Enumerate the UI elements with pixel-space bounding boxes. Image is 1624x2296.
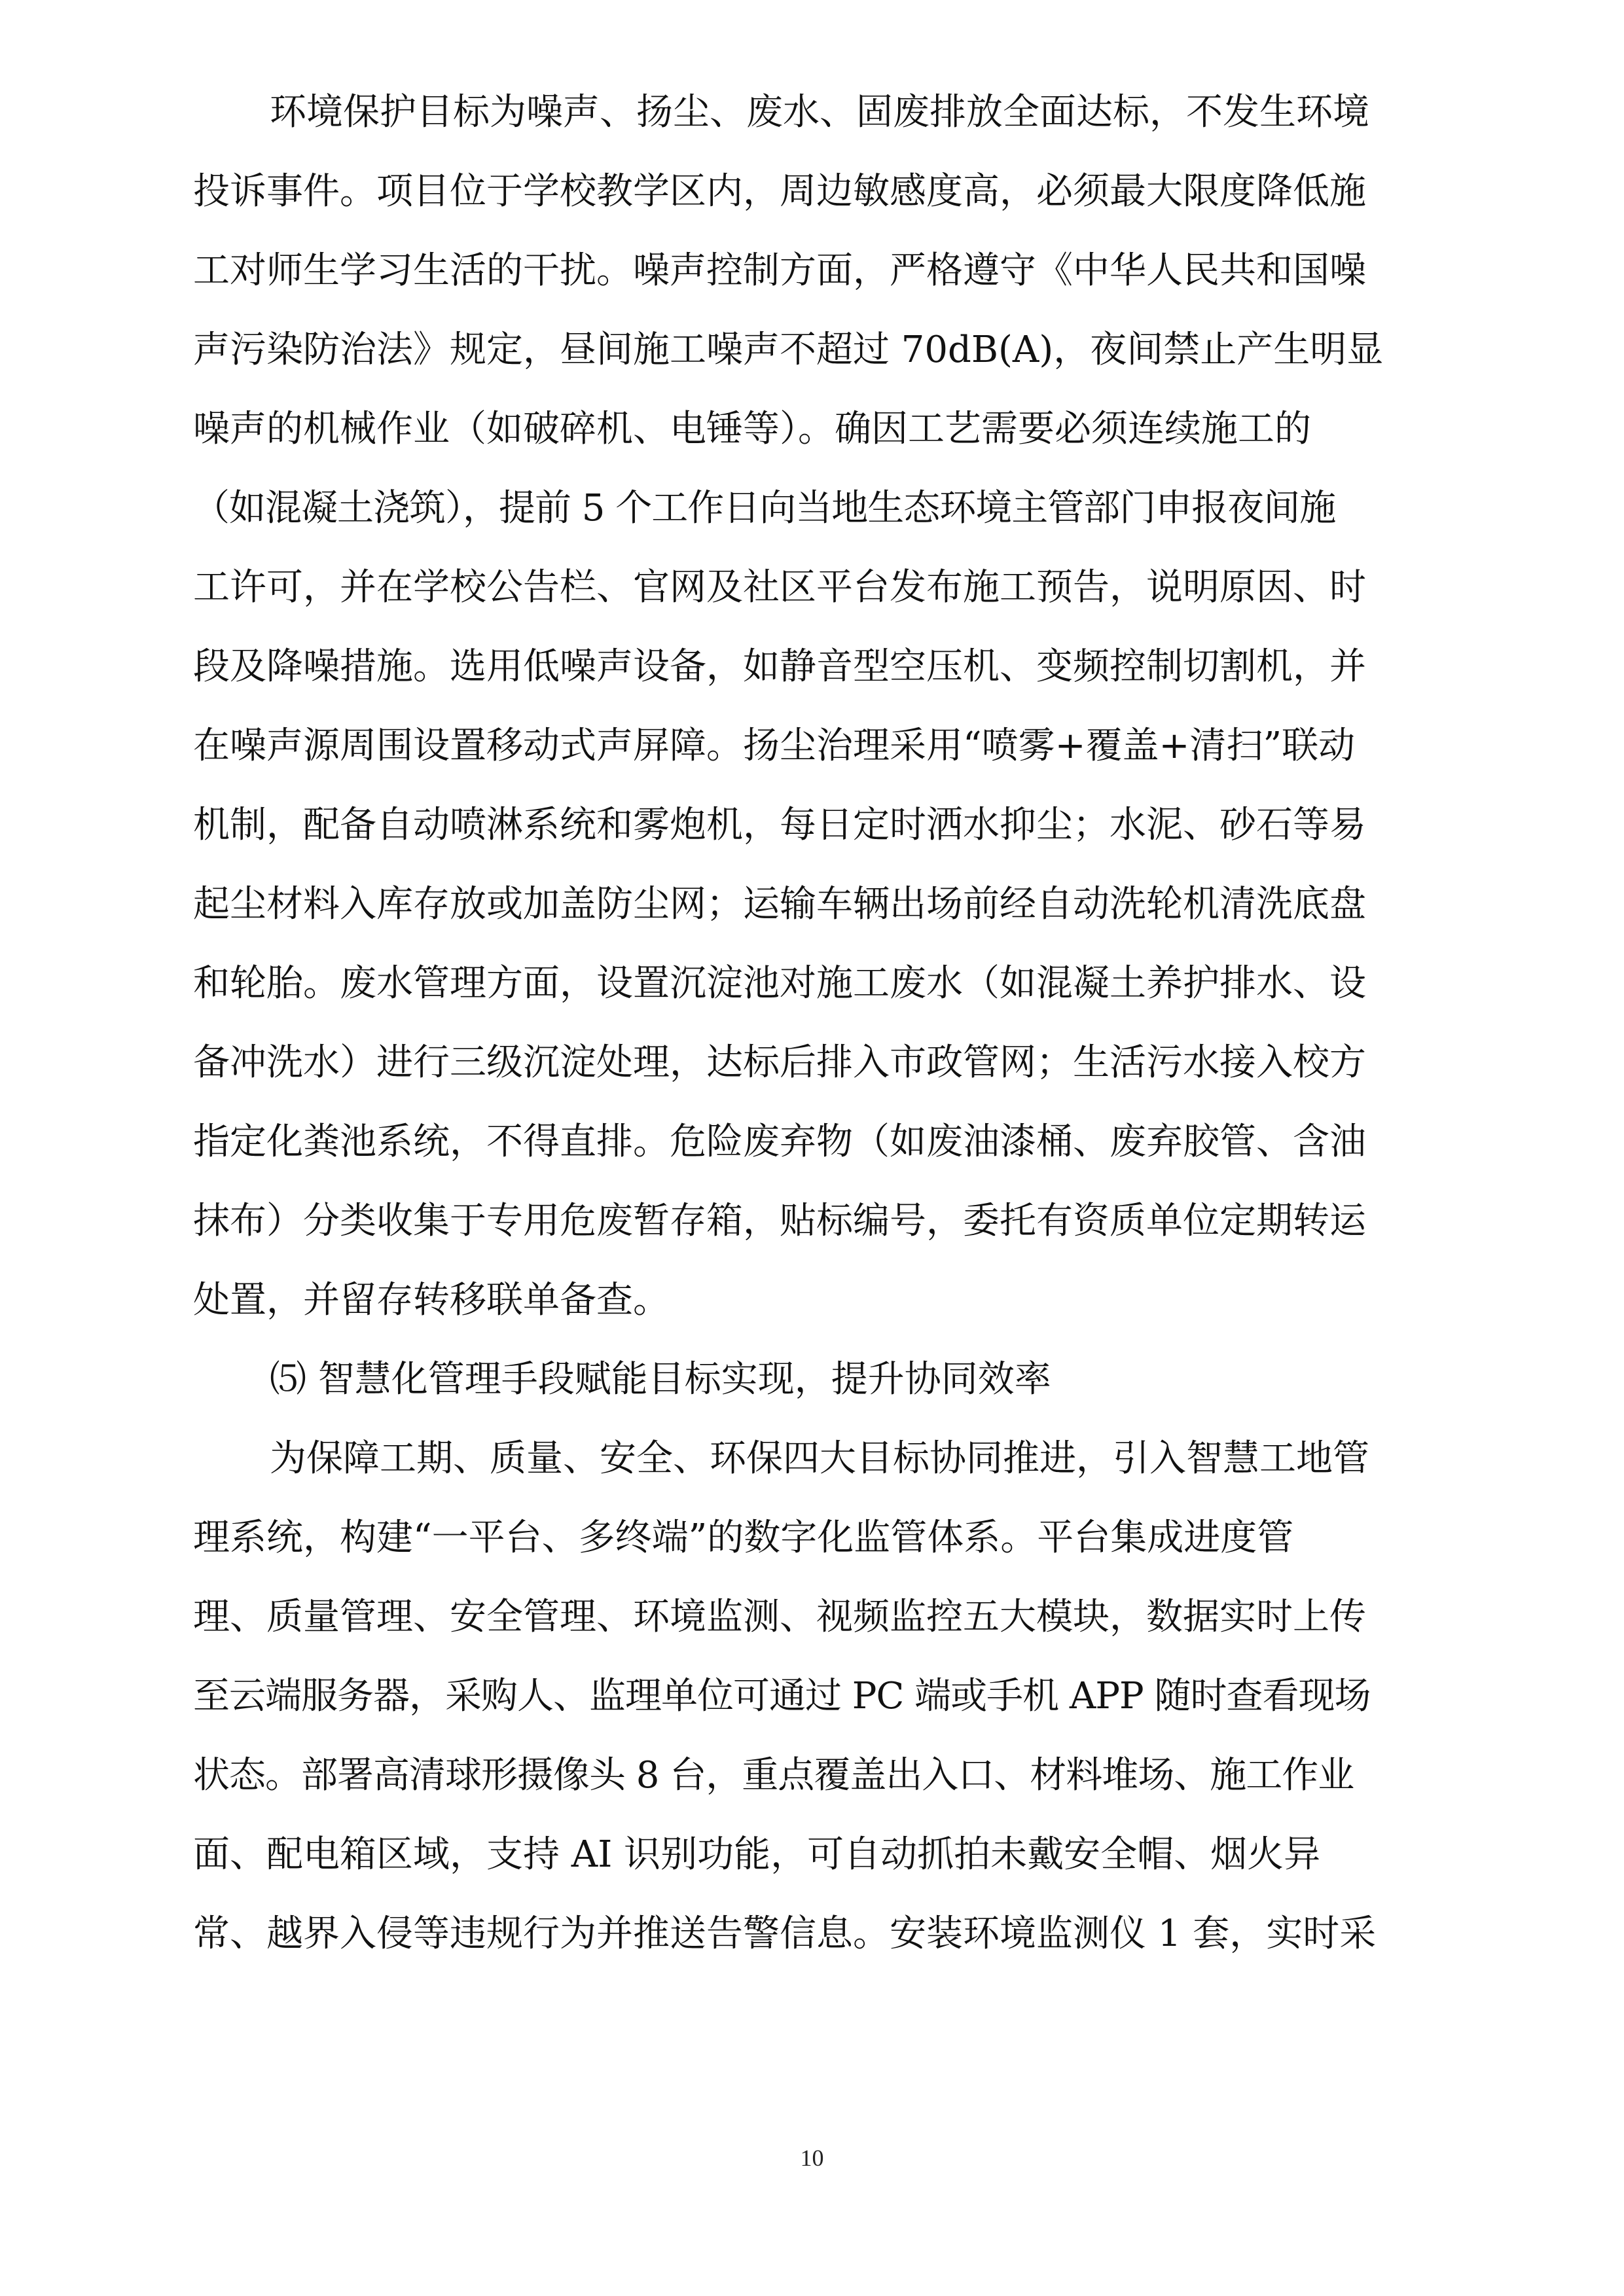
paragraph-1-line-12: 和轮胎。废水管理方面，设置沉淀池对施工废水（如混凝土养护排水、设 xyxy=(193,962,1366,1005)
paragraph-2-line-6: 面、配电箱区域，支持 AI 识别功能，可自动抓拍未戴安全帽、烟火异 xyxy=(193,1833,1321,1876)
paragraph-2-line-7: 常、越界入侵等违规行为并推送告警信息。安装环境监测仪 1 套，实时采 xyxy=(193,1912,1377,1955)
paragraph-1-line-1: 环境保护目标为噪声、扬尘、废水、固废排放全面达标，不发生环境 xyxy=(270,91,1369,134)
paragraph-1-line-15: 抹布）分类收集于专用危废暂存箱，贴标编号，委托有资质单位定期转运 xyxy=(193,1200,1366,1242)
paragraph-1-line-7: 工许可，并在学校公告栏、官网及社区平台发布施工预告，说明原因、时 xyxy=(193,566,1366,609)
paragraph-2-line-4: 至云端服务器，采购人、监理单位可通过 PC 端或手机 APP 随时查看现场 xyxy=(193,1675,1371,1717)
paragraph-2-line-2: 理系统，构建“一平台、多终端”的数字化监管体系。平台集成进度管 xyxy=(193,1516,1294,1559)
paragraph-1-line-2: 投诉事件。项目位于学校教学区内，周边敏感度高，必须最大限度降低施 xyxy=(193,170,1366,213)
paragraph-2-line-3: 理、质量管理、安全管理、环境监测、视频监控五大模块，数据实时上传 xyxy=(193,1596,1366,1638)
paragraph-2-line-5: 状态。部署高清球形摄像头 8 台，重点覆盖出入口、材料堆场、施工作业 xyxy=(193,1754,1354,1797)
paragraph-1-line-11: 起尘材料入库存放或加盖防尘网；运输车辆出场前经自动洗轮机清洗底盘 xyxy=(193,883,1366,925)
paragraph-1-line-16: 处置，并留存转移联单备查。 xyxy=(193,1279,670,1321)
paragraph-1-line-5: 噪声的机械作业（如破碎机、电锤等）。确因工艺需要必须连续施工的 xyxy=(193,408,1311,450)
paragraph-2-line-1: 为保障工期、质量、安全、环保四大目标协同推进，引入智慧工地管 xyxy=(270,1437,1369,1480)
paragraph-1-line-8: 段及降噪措施。选用低噪声设备，如静音型空压机、变频控制切割机，并 xyxy=(193,645,1366,688)
paragraph-1-line-3: 工对师生学习生活的干扰。噪声控制方面，严格遵守《中华人民共和国噪 xyxy=(193,249,1366,292)
paragraph-1-line-10: 机制，配备自动喷淋系统和雾炮机，每日定时洒水抑尘；水泥、砂石等易 xyxy=(193,804,1366,846)
paragraph-1-line-14: 指定化粪池系统，不得直排。危险废弃物（如废油漆桶、废弃胶管、含油 xyxy=(193,1121,1366,1163)
section-heading-5: ⑸ 智慧化管理手段赋能目标实现，提升协同效率 xyxy=(270,1358,1051,1401)
paragraph-1-line-6: （如混凝土浇筑），提前 5 个工作日向当地生态环境主管部门申报夜间施 xyxy=(193,487,1336,529)
paragraph-1-line-4: 声污染防治法》规定，昼间施工噪声不超过 70dB(A)，夜间禁止产生明显 xyxy=(193,329,1384,371)
paragraph-1-line-13: 备冲洗水）进行三级沉淀处理，达标后排入市政管网；生活污水接入校方 xyxy=(193,1041,1366,1084)
paragraph-1-line-9: 在噪声源周围设置移动式声屏障。扬尘治理采用“喷雾+覆盖+清扫”联动 xyxy=(193,725,1356,767)
page-number: 10 xyxy=(800,2145,824,2171)
